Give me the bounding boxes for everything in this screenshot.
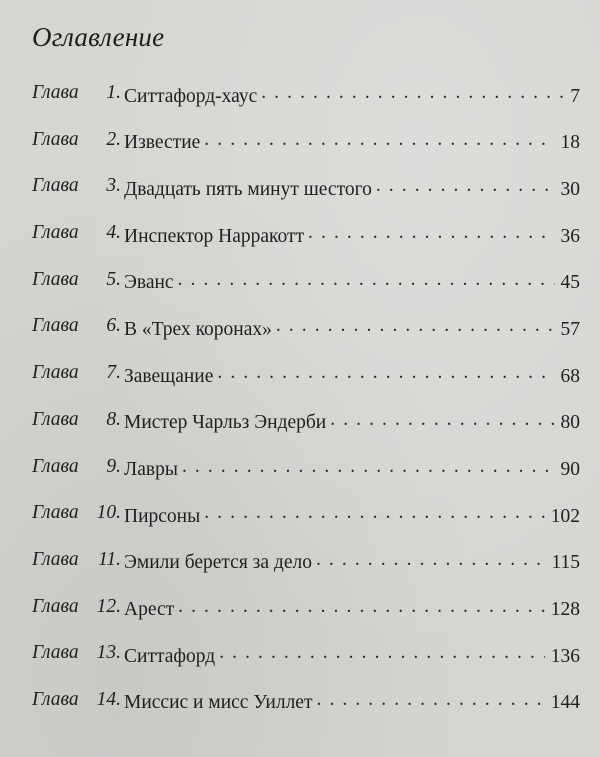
page-number: 57 [560,318,580,340]
toc-entry [32,502,580,549]
chapter-word: Глава [32,222,79,244]
chapter-number: 8. [106,408,121,430]
dot-leader [317,689,545,709]
page-number: 7 [570,85,580,107]
chapter-number: 3. [106,175,121,197]
chapter-title: Арест [124,599,175,621]
toc-entry [32,129,580,176]
chapter-word: Глава [32,502,79,524]
chapter-title: Инспектор Нарракотт [124,225,305,247]
chapter-word: Глава [32,362,79,384]
dot-leader [330,409,554,429]
chapter-title: Эмили берется за дело [124,552,312,574]
dot-leader [261,82,564,102]
toc-heading: Оглавление [32,22,165,52]
dot-leader [308,222,554,242]
chapter-title: Двадцать пять минут шестого [124,178,372,200]
page-number: 136 [550,645,580,667]
toc-entry [32,315,580,362]
chapter-number: 4. [106,222,121,244]
chapter-word: Глава [32,642,79,664]
chapter-title: Пирсоны [124,505,201,527]
chapter-number: 1. [106,82,121,103]
chapter-word: Глава [32,595,79,617]
chapter-word: Глава [32,455,79,477]
chapter-word: Глава [32,408,79,430]
chapter-title: Эванс [124,272,174,294]
dot-leader [376,175,555,195]
chapter-word: Глава [32,548,79,570]
page-number: 144 [550,692,580,714]
chapter-number: 6. [106,315,121,337]
toc-entry [32,362,580,409]
dot-leader [276,315,555,335]
chapter-title: Завещание [124,365,214,387]
toc-entry [32,689,580,736]
chapter-title: Известие [124,132,201,154]
chapter-number: 14. [96,688,121,710]
toc-entry [32,596,580,643]
toc-entry [32,175,580,222]
chapter-word: Глава [32,315,79,337]
toc-entry [32,409,580,456]
toc-entry [32,82,580,129]
dot-leader [217,362,554,382]
chapter-title: Лавры [124,459,178,480]
page-number: 30 [560,178,580,200]
dot-leader [204,502,545,522]
chapter-word: Глава [32,128,79,150]
page-number: 45 [560,272,580,294]
toc-entry [32,642,580,689]
page-number: 36 [560,225,580,247]
page-number: 115 [551,552,580,574]
page-number: 68 [560,365,580,387]
chapter-number: 9. [106,455,121,477]
chapter-title: Миссис и мисс Уиллет [124,692,313,714]
page-number: 102 [550,505,580,527]
chapter-number: 7. [106,362,121,384]
chapter-word: Глава [32,268,79,290]
chapter-word: Глава [32,688,79,710]
page-number: 90 [560,459,580,480]
page-number: 18 [560,132,580,154]
chapter-title: Мистер Чарльз Эндерби [124,412,327,434]
chapter-number: 10. [96,502,121,524]
chapter-title: В «Трех коронах» [124,318,272,340]
chapter-number: 11. [98,548,121,570]
dot-leader [219,642,545,662]
chapter-title: Ситтафорд [124,645,216,667]
toc-entry [32,269,580,316]
chapter-number: 5. [106,268,121,290]
chapter-word: Глава [32,175,79,197]
dot-leader [178,269,555,289]
chapter-number: 13. [96,642,121,664]
page-number: 128 [550,599,580,621]
dot-leader [178,596,545,616]
chapter-number: 2. [106,128,121,150]
toc-entry [32,456,580,503]
chapter-title: Ситтафорд-хаус [124,85,258,107]
toc-entry [32,222,580,269]
dot-leader [182,456,555,476]
table-of-contents [32,82,580,736]
dot-leader [204,129,554,149]
chapter-word: Глава [32,82,79,103]
page-number: 80 [560,412,580,434]
chapter-number: 12. [96,595,121,617]
dot-leader [316,549,546,569]
toc-entry [32,549,580,596]
